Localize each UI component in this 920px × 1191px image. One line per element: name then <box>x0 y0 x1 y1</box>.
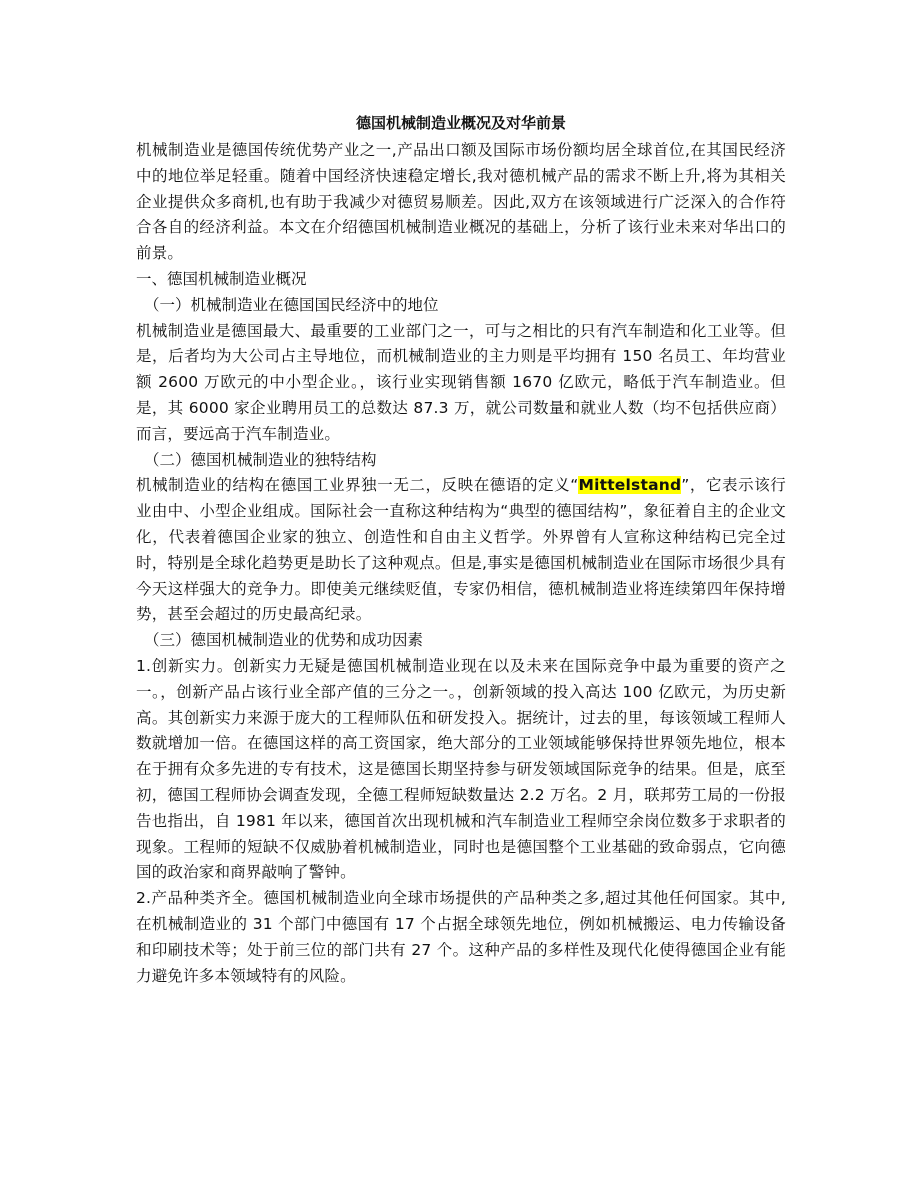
paragraph-position: 机械制造业是德国最大、最重要的工业部门之一，可与之相比的只有汽车制造和化工业等。但是，后者均为大公司占主导地位，而机械制造业的主力则是平均拥有 150 名员工、年均营业额 2600 万欧元的中小型企业。，该行业实现销售额 1670 亿欧元，略低于汽车制造业。但是，其 6000 家企业聘用员工的总数达 87.3 万，就公司数量和就业人数（均不包括供应商）而言，要远高于汽车制造业。 <box>136 321 786 443</box>
paragraph-structure-part1: 机械制造业的结构在德国工业界独一无二，反映在德语的定义“ <box>136 476 579 495</box>
subsection-heading-structure: （二）德国机械制造业的独特结构 <box>144 450 377 469</box>
document-title: 德国机械制造业概况及对华前景 <box>355 114 566 132</box>
paragraph-product-range: 2.产品种类齐全。德国机械制造业向全球市场提供的产品种类之多,超过其他任何国家。其中,在机械制造业的 31 个部门中德国有 17 个占据全球领先地位，例如机械搬运、电力传输设备和印刷技术等；处于前三位的部门共有 27 个。这种产品的多样性及现代化使得德国企业有能力避免许多本领域特有的风险。 <box>136 889 786 985</box>
subsection-heading-advantages: （三）德国机械制造业的优势和成功因素 <box>144 631 424 650</box>
subsection-heading-position: （一）机械制造业在德国国民经济中的地位 <box>144 295 439 314</box>
paragraph-structure <box>136 473 786 628</box>
paragraph-innovation: 1.创新实力。创新实力无疑是德国机械制造业现在以及未来在国际竞争中最为重要的资产之一。，创新产品占该行业全部产值的三分之一。，创新领域的投入高达 100 亿欧元，为历史新高。其创新实力来源于庞大的工程师队伍和研发投入。据统计，过去的里，每该领域工程师人数就增加一倍。在德国这样的高工资国家，绝大部分的工业领域能够保持世界领先地位，根本在于拥有众多先进的专有技术，这是德国长期坚持参与研发领域国际竞争的结果。但是，底至初，德国工程师协会调查发现，全德工程师短缺数量达 2.2 万名。2 月，联邦劳工局的一份报告也指出，自 1981 年以来，德国首次出现机械和汽车制造业工程师空余岗位数多于求职者的现象。工程师的短缺不仅威胁着机械制造业，同时也是德国整个工业基础的致命弱点，它向德国的政治家和商界敲响了警钟。 <box>136 656 786 882</box>
highlighted-term: Mittelstand <box>578 476 682 495</box>
paragraph-structure-part2: ”，它表示该行业由中、小型企业组成。国际社会一直称这种结构为“典型的德国结构”，象征着自主的企业文化，代表着德国企业家的独立、创造性和自由主义哲学。外界曾有人宣称这种结构已完全过时，特别是全球化趋势更是助长了这种观点。但是,事实是德国机械制造业在国际市场很少具有今天这样强大的竞争力。即使美元继续贬值，专家仍相信，德机械制造业将连续第四年保持增势，甚至会超过的历史最高纪录。 <box>136 476 786 624</box>
intro-paragraph: 机械制造业是德国传统优势产业之一,产品出口额及国际市场份额均居全球首位,在其国民经济中的地位举足轻重。随着中国经济快速稳定增长,我对德机械产品的需求不断上升,将为其相关企业提供众多商机,也有助于我减少对德贸易顺差。因此,双方在该领域进行广泛深入的合作符合各自的经济利益。本文在介绍德国机械制造业概况的基础上，分析了该行业未来对华出口的前景。 <box>136 141 786 263</box>
section-heading-overview: 一、德国机械制造业概况 <box>136 269 307 288</box>
document-page <box>136 110 786 989</box>
